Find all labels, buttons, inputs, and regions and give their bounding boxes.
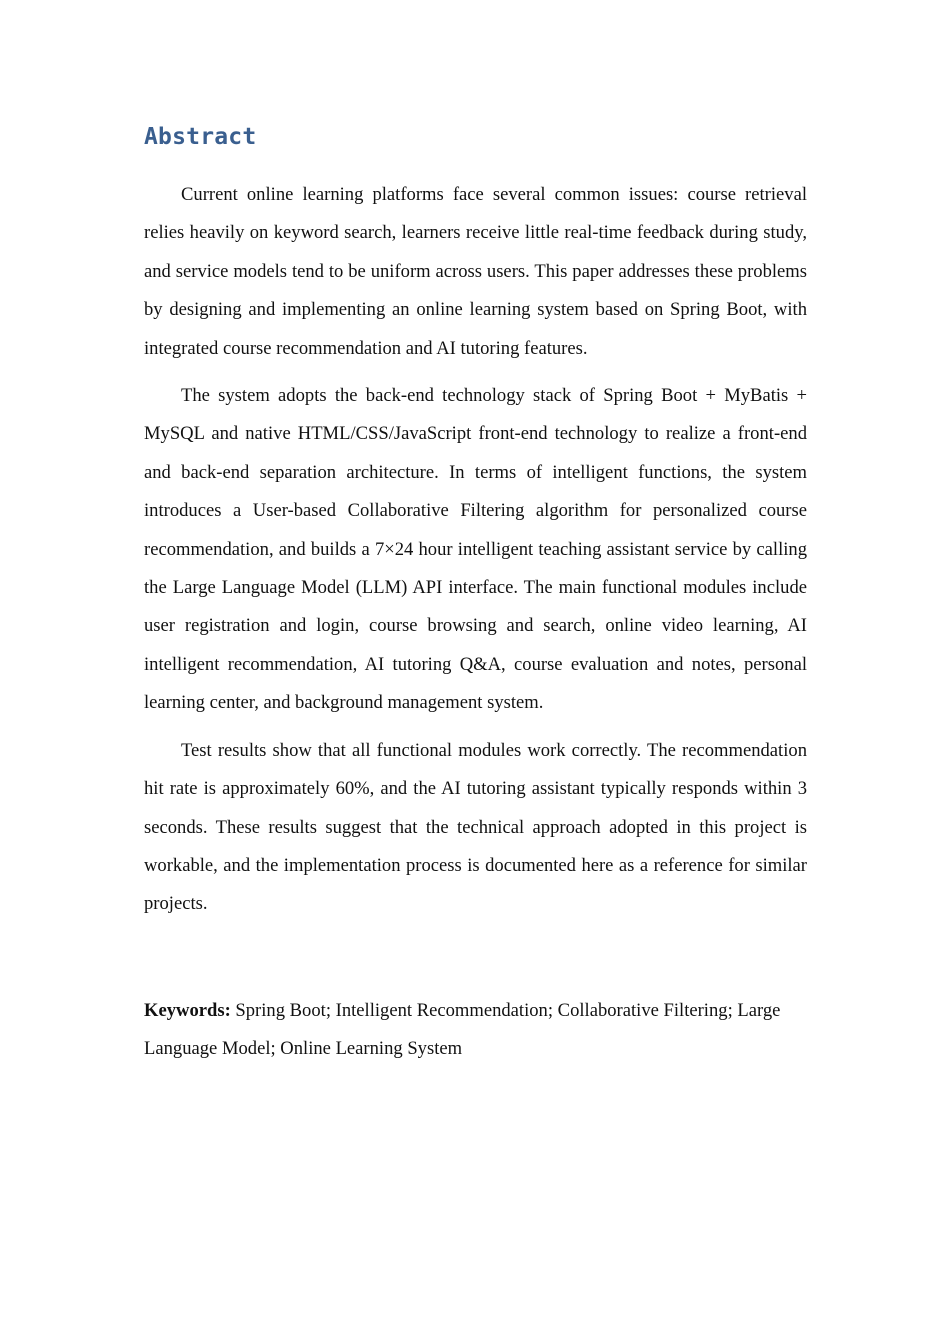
keywords-text: Spring Boot; Intelligent Recommendation; Collaborative Filtering; Large Language Model; Online Learning System [144,999,781,1060]
keywords-label: Keywords: [144,999,231,1021]
abstract-section [144,118,807,1069]
abstract-paragraph-1: Current online learning platforms face several common issues: course retrieval relies heavily on keyword search, learners receive little real-time feedback during study, and service models tend to be uniform across users. This paper addresses these problems by designing and implementing an online learning system based on Spring Boot, with integrated course recommendation and AI tutoring features. [144,184,807,359]
keywords-line [144,992,807,1069]
abstract-paragraph-2: The system adopts the back-end technology stack of Spring Boot + MyBatis + MySQL and native HTML/CSS/JavaScript front-end technology to realize a front-end and back-end separation architecture. In terms of intelligent functions, the system introduces a User-based Collaborative Filtering algorithm for personalized course recommendation, and builds a 7×24 hour intelligent teaching assistant service by calling the Large Language Model (LLM) API interface. The main functional modules include user registration and login, course browsing and search, online video learning, AI intelligent recommendation, AI tutoring Q&A, course evaluation and notes, personal learning center, and background management system. [144,385,807,714]
abstract-paragraph-3: Test results show that all functional modules work correctly. The recommendation hit rate is approximately 60%, and the AI tutoring assistant typically responds within 3 seconds. These results suggest that the technical approach adopted in this project is workable, and the implementation process is documented here as a reference for similar projects. [144,739,807,915]
abstract-heading: Abstract [144,124,257,150]
